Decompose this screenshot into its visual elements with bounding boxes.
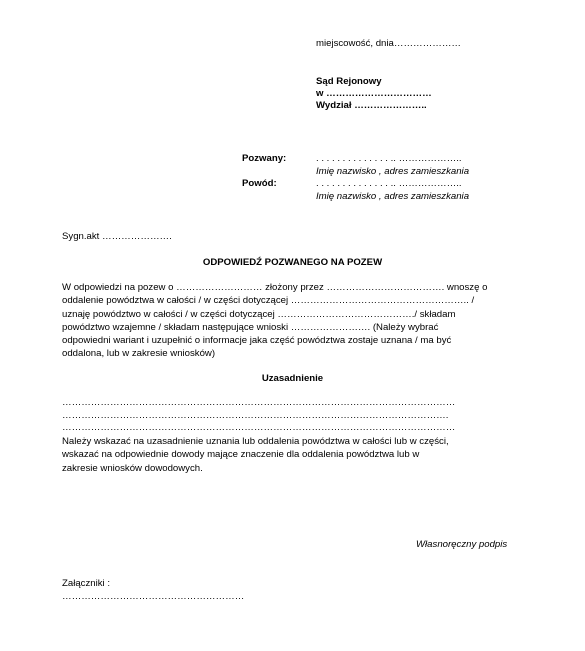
case-reference: Sygn.akt …………………. (62, 231, 172, 242)
justification-lines (62, 397, 524, 435)
defendant-label: Pozwany: (242, 153, 287, 164)
note-line: Należy wskazać na uzasadnienie uznania lub oddalenia powództwa w całości lub w części, (62, 436, 449, 447)
note-line: wskazać na odpowiednie dowody mające znaczenie dla oddalenia powództwa lub w (62, 449, 420, 461)
court-division-field: Wydział ………………….. (316, 100, 427, 111)
document-title: ODPOWIEDŹ POZWANEGO NA POZEW (202, 257, 383, 268)
signature-label: Własnoręczny podpis (416, 539, 508, 550)
dotted-line: …………………………………………………………………………………………………………… (62, 422, 456, 433)
dotted-line: …………………………………………………………………………………………………………… (62, 397, 456, 408)
defendant-hint: Imię nazwisko , adres zamieszkania (316, 166, 470, 177)
place-date-field: miejscowość, dnia………………… (316, 38, 462, 49)
dotted-line: …………………………………………………………………………………………………………. (62, 409, 449, 421)
response-paragraph (62, 281, 524, 361)
attachments-field: ………………………………………………… (62, 591, 245, 602)
court-name: Sąd Rejonowy (316, 76, 382, 87)
plaintiff-field: . . . . . . . . . . . . . . .. ……………….. (316, 178, 462, 189)
note-line: zakresie wniosków dowodowych. (62, 462, 203, 474)
justification-note (62, 435, 524, 475)
paragraph-line: uznaję powództwo w całości / w części dotyczącej ……………………………………./ składam (62, 308, 456, 320)
plaintiff-hint: Imię nazwisko , adres zamieszkania (316, 191, 470, 202)
justification-heading: Uzasadnienie (261, 373, 324, 384)
court-location-field: w …………………………… (316, 88, 432, 99)
defendant-field: . . . . . . . . . . . . . . .. ……………….. (316, 153, 462, 164)
plaintiff-label: Powód: (242, 178, 277, 189)
paragraph-line: odpowiedni wariant i uzupełnić o informacje jaka część powództwa zostaje uznana / ma być (62, 335, 452, 347)
paragraph-line: oddalona, lub w zakresie wniosków) (62, 348, 216, 360)
paragraph-line: W odpowiedzi na pozew o ……………………… złożony przez ………………………………. wnoszę o (62, 282, 488, 293)
paragraph-line: oddalenie powództwa w całości / w części dotyczącej ……………………………………………….. / (62, 295, 475, 307)
attachments-label: Załączniki : (62, 578, 110, 589)
paragraph-line: powództwo wzajemne / składam następujące wnioski ……………………. (Należy wybrać (62, 321, 439, 333)
